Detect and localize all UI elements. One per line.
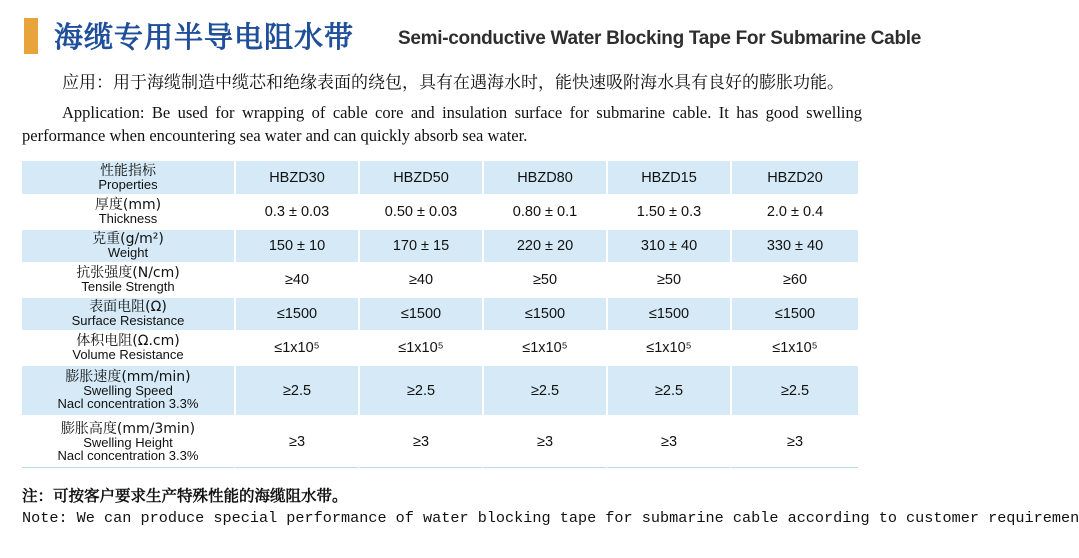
value-cell: 1.50 ± 0.3 <box>606 196 730 230</box>
value-cell: ≥2.5 <box>234 366 358 417</box>
note-text-cn: 注：可按客户要求生产特殊性能的海缆阻水带。 <box>22 487 348 505</box>
header-model-cell: HBZD15 <box>606 161 730 196</box>
value-cell: ≥40 <box>234 264 358 298</box>
property-name-cn: 克重(g/m²) <box>92 231 164 247</box>
property-condition-en: Nacl concentration 3.3% <box>57 447 199 463</box>
table-row <box>22 230 858 264</box>
value-cell: ≤1x10⁵ <box>606 332 730 366</box>
value-cell: ≤1500 <box>358 298 482 332</box>
property-name-cn: 膨胀高度(mm/3min) <box>60 420 196 437</box>
table-row <box>22 417 858 468</box>
property-cell <box>22 366 234 417</box>
value-cell: ≥3 <box>606 417 730 468</box>
table-row <box>22 298 858 332</box>
title-accent-bar <box>24 18 38 54</box>
property-name-en: Swelling Speed <box>83 383 173 398</box>
property-cell <box>22 230 234 264</box>
value-cell: ≥2.5 <box>482 366 606 417</box>
property-cell <box>22 298 234 332</box>
property-name-cn: 表面电阻(Ω) <box>89 299 167 315</box>
table-header-row <box>22 161 858 196</box>
value-cell: ≥40 <box>358 264 482 298</box>
property-name-cn: 体积电阻(Ω.cm) <box>76 333 180 349</box>
table-row <box>22 264 858 298</box>
value-cell: ≥2.5 <box>730 366 858 417</box>
value-cell: ≥3 <box>730 417 858 468</box>
property-name-en: Swelling Height <box>83 434 173 450</box>
property-cell <box>22 332 234 366</box>
value-cell: 0.80 ± 0.1 <box>482 196 606 230</box>
value-cell: 0.3 ± 0.03 <box>234 196 358 230</box>
value-cell: ≤1x10⁵ <box>482 332 606 366</box>
spec-table <box>22 161 858 468</box>
table-row <box>22 366 858 417</box>
page-title-cn: 海缆专用半导电阻水带 <box>54 20 355 54</box>
table-row <box>22 332 858 366</box>
value-cell: ≤1500 <box>606 298 730 332</box>
header-model-cell: HBZD20 <box>730 161 858 196</box>
property-name-cn: 抗张强度(N/cm) <box>76 265 180 281</box>
value-cell: ≥60 <box>730 264 858 298</box>
value-cell: ≥2.5 <box>358 366 482 417</box>
property-name-cn: 厚度(mm) <box>94 197 162 213</box>
header-model-cell: HBZD30 <box>234 161 358 196</box>
header-model-cell: HBZD80 <box>482 161 606 196</box>
value-cell: 220 ± 20 <box>482 230 606 264</box>
value-cell: ≤1x10⁵ <box>730 332 858 366</box>
value-cell: ≤1500 <box>482 298 606 332</box>
property-cell <box>22 196 234 230</box>
property-name-en: Tensile Strength <box>81 279 175 294</box>
value-cell: ≤1500 <box>730 298 858 332</box>
value-cell: 170 ± 15 <box>358 230 482 264</box>
property-name-en: Surface Resistance <box>71 313 185 328</box>
property-name-en: Weight <box>107 245 149 260</box>
application-text-cn: 应用：用于海缆制造中缆芯和绝缘表面的绕包，具有在遇海水时，能快速吸附海水具有良好的膨胀功能。 <box>62 73 844 93</box>
value-cell: 310 ± 40 <box>606 230 730 264</box>
value-cell: ≥3 <box>234 417 358 468</box>
page-title-en: Semi-conductive Water Blocking Tape For Submarine Cable <box>398 28 921 49</box>
value-cell: ≤1500 <box>234 298 358 332</box>
header-property-cn: 性能指标 <box>100 162 156 179</box>
value-cell: ≥50 <box>606 264 730 298</box>
property-cell <box>22 264 234 298</box>
header-model-cell: HBZD50 <box>358 161 482 196</box>
application-text-en: Application: Be used for wrapping of cable core and insulation surface for submarine cable. It has good swelling performance when encountering sea water and can quickly absorb sea water. <box>22 103 862 145</box>
value-cell: 150 ± 10 <box>234 230 358 264</box>
note-text-en: Note: We can produce special performance of water blocking tape for submarine cable according to customer requiremen <box>22 509 1079 527</box>
value-cell: ≤1x10⁵ <box>234 332 358 366</box>
value-cell: ≥2.5 <box>606 366 730 417</box>
value-cell: ≥3 <box>482 417 606 468</box>
value-cell: ≥50 <box>482 264 606 298</box>
value-cell: ≤1x10⁵ <box>358 332 482 366</box>
value-cell: 0.50 ± 0.03 <box>358 196 482 230</box>
value-cell: ≥3 <box>358 417 482 468</box>
header-property-en: Properties <box>98 176 158 192</box>
property-name-en: Thickness <box>98 211 158 226</box>
property-cell <box>22 417 234 468</box>
property-name-en: Volume Resistance <box>72 347 184 362</box>
value-cell: 330 ± 40 <box>730 230 858 264</box>
property-name-cn: 膨胀速度(mm/min) <box>65 369 191 385</box>
table-row <box>22 196 858 230</box>
property-condition-en: Nacl concentration 3.3% <box>57 396 199 411</box>
value-cell: 2.0 ± 0.4 <box>730 196 858 230</box>
header-property-cell <box>22 161 234 196</box>
